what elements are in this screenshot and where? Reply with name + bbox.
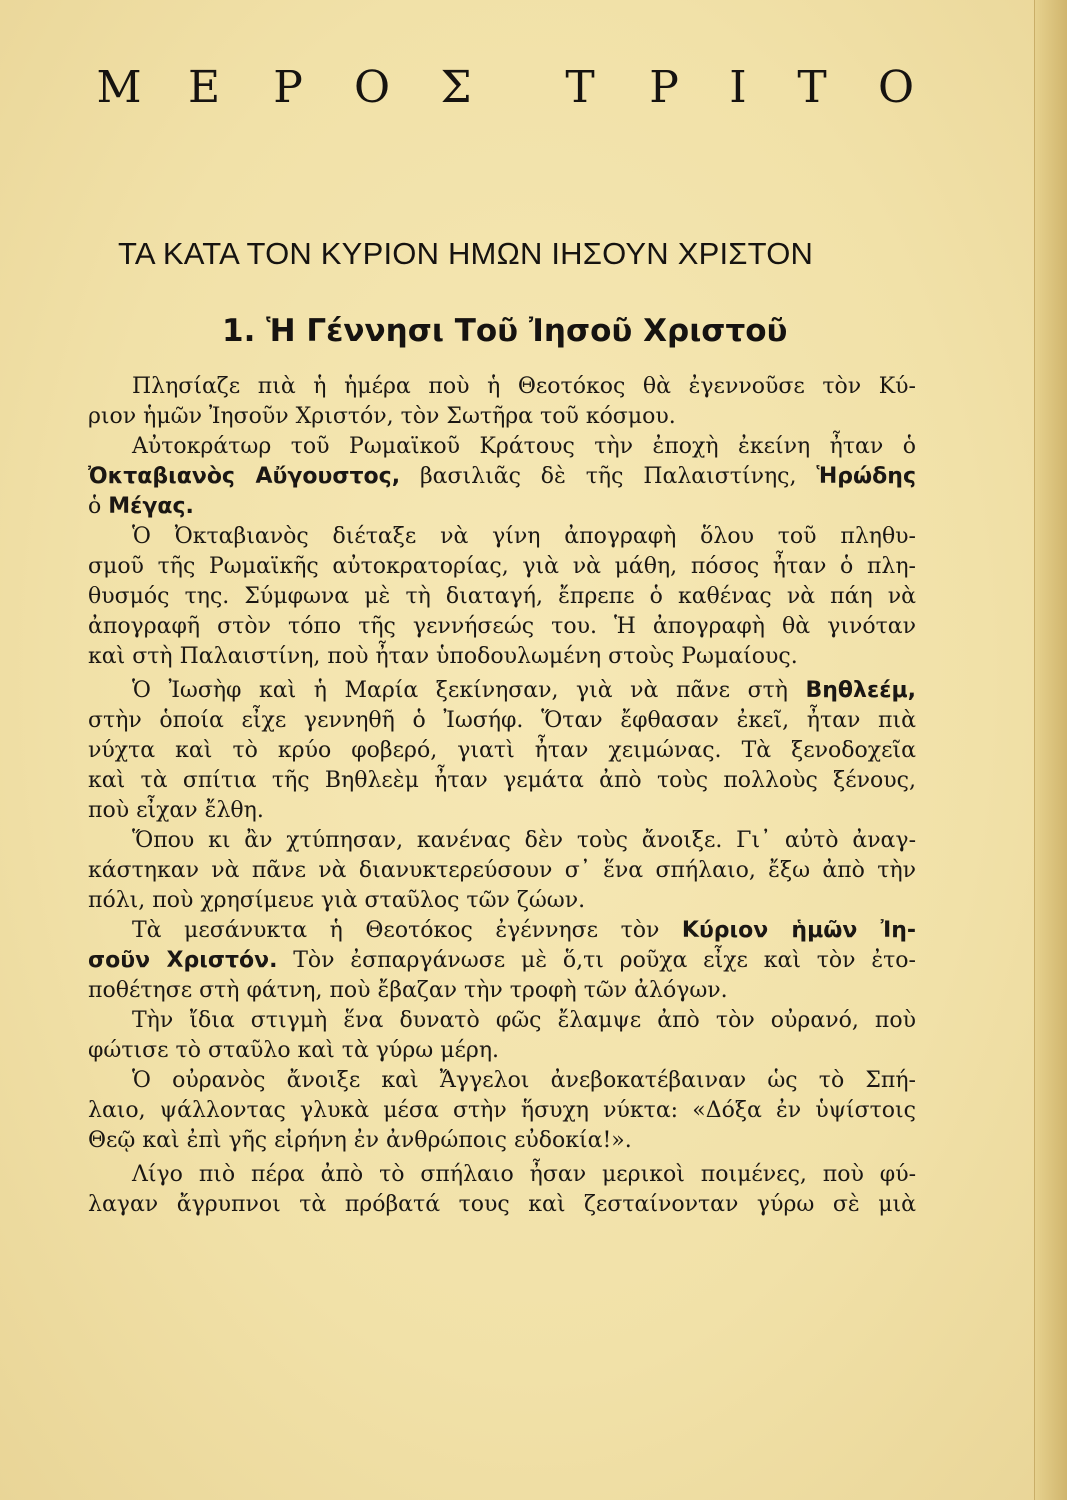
text-line: ἀπογραφῆ στὸν τόπο τῆς γεννήσεώς του. Ἡ ἀπογραφὴ θὰ γινόταν xyxy=(88,614,916,639)
part-heading xyxy=(88,62,918,113)
text-run: Ὁ Ἰωσὴφ καὶ ἡ Μαρία ξεκίνησαν, γιὰ νὰ πᾶνε στὴ xyxy=(132,678,806,703)
text-run: ὁ xyxy=(88,494,109,519)
text-line xyxy=(88,946,916,976)
text-line: κάστηκαν νὰ πᾶνε νὰ διανυκτερεύσουν σ᾿ ἕνα σπήλαιο, ἔξω ἀπὸ τὴν xyxy=(88,858,916,883)
section-heading: ΤΑ ΚΑΤΑ ΤΟΝ ΚΥΡΙΟΝ ΗΜΩΝ ΙΗΣΟΥΝ ΧΡΙΣΤΟΝ xyxy=(118,236,814,271)
body-text xyxy=(88,372,916,1220)
text-line: νύχτα καὶ τὸ κρύο φοβερό, γιατὶ ἦταν χειμώνας. Τὰ ξενοδοχεῖα xyxy=(88,738,916,763)
part-heading-letter: Ο xyxy=(353,62,391,113)
text-line xyxy=(88,916,916,946)
text-line xyxy=(88,492,916,522)
part-heading-letter: Ρ xyxy=(649,62,679,113)
bold-name: Ἡρώδης xyxy=(816,464,916,489)
part-heading-letter: Τ xyxy=(797,62,827,113)
part-heading-letter: Ο xyxy=(877,62,915,113)
bold-name: Ὀκταβιανὸς Αὔγουστος, xyxy=(88,464,401,489)
part-heading-letter: Μ xyxy=(96,62,142,113)
text-line: σμοῦ τῆς Ρωμαϊκῆς αὐτοκρατορίας, γιὰ νὰ μάθη, πόσος ἦταν ὁ πλη- xyxy=(88,554,916,579)
text-line: Θεῷ καὶ ἐπὶ γῆς εἰρήνη ἐν ἀνθρώποις εὐδοκία!». xyxy=(88,1128,632,1153)
text-line: ριον ἡμῶν Ἰησοῦν Χριστόν, τὸν Σωτῆρα τοῦ κόσμου. xyxy=(88,404,676,429)
text-line: Λίγο πιὸ πέρα ἀπὸ τὸ σπήλαιο ἦσαν μερικοὶ ποιμένες, ποὺ φύ- xyxy=(132,1162,916,1187)
text-line: ποθέτησε στὴ φάτνη, ποὺ ἔβαζαν τὴν τροφὴ τῶν ἀλόγων. xyxy=(88,978,728,1003)
part-heading-letter: Ι xyxy=(729,62,747,113)
part-heading-letter: Ε xyxy=(187,62,221,113)
bold-name: σοῦν Χριστόν. xyxy=(88,948,278,973)
text-line: ποὺ εἶχαν ἔλθη. xyxy=(88,798,264,823)
part-heading-letter: Σ xyxy=(440,62,472,113)
bold-name: Κύριον ἡμῶν Ἰη- xyxy=(681,918,916,943)
text-run: Τὸν ἐσπαργάνωσε μὲ ὅ,τι ροῦχα εἶχε καὶ τὸν ἐτο- xyxy=(277,948,916,973)
text-line: Ὅπου κι ἂν χτύπησαν, κανένας δὲν τοὺς ἄνοιξε. Γι᾿ αὐτὸ ἀναγ- xyxy=(132,828,916,853)
text-line: Αὐτοκράτωρ τοῦ Ρωμαϊκοῦ Κράτους τὴν ἐποχὴ ἐκείνη ἦταν ὁ xyxy=(132,434,916,459)
text-run: βασιλιᾶς δὲ τῆς Παλαιστίνης, xyxy=(400,464,817,489)
bold-name: Βηθλεέμ, xyxy=(805,678,916,703)
text-line: Τὴν ἴδια στιγμὴ ἕνα δυνατὸ φῶς ἔλαμψε ἀπὸ τὸν οὐρανό, ποὺ xyxy=(132,1008,916,1033)
chapter-title: 1. Ἡ Γέννησι Τοῦ Ἰησοῦ Χριστοῦ xyxy=(222,313,788,349)
text-line: λαιο, ψάλλοντας γλυκὰ μέσα στὴν ἥσυχη νύκτα: «Δόξα ἐν ὑψίστοις xyxy=(88,1098,916,1123)
text-line: καὶ τὰ σπίτια τῆς Βηθλεὲμ ἦταν γεμάτα ἀπὸ τοὺς πολλοὺς ξένους, xyxy=(88,768,916,793)
text-line: στὴν ὁποία εἶχε γεννηθῆ ὁ Ἰωσήφ. Ὅταν ἔφθασαν ἐκεῖ, ἦταν πιὰ xyxy=(88,708,916,733)
bold-name: Μέγας. xyxy=(108,494,194,519)
page-fold-shadow xyxy=(1034,0,1067,1500)
text-line: Ὁ οὐρανὸς ἄνοιξε καὶ Ἄγγελοι ἀνεβοκατέβαιναν ὡς τὸ Σπή- xyxy=(132,1068,916,1093)
part-heading-letter: Τ xyxy=(565,62,595,113)
text-line xyxy=(88,462,916,492)
text-line: θυσμός της. Σύμφωνα μὲ τὴ διαταγή, ἔπρεπε ὁ καθένας νὰ πάη νὰ xyxy=(88,584,916,609)
text-line: Ὁ Ὀκταβιανὸς διέταξε νὰ γίνη ἀπογραφὴ ὅλου τοῦ πληθυ- xyxy=(132,524,916,549)
part-heading-letter: Ρ xyxy=(273,62,303,113)
text-line xyxy=(88,676,916,706)
text-line: πόλι, ποὺ χρησίμευε γιὰ σταῦλος τῶν ζώων. xyxy=(88,888,586,913)
text-line: Πλησίαζε πιὰ ἡ ἡμέρα ποὺ ἡ Θεοτόκος θὰ ἐγεννοῦσε τὸν Κύ- xyxy=(132,374,916,399)
text-run: Τὰ μεσάνυκτα ἡ Θεοτόκος ἐγέννησε τὸν xyxy=(132,918,682,943)
text-line: καὶ στὴ Παλαιστίνη, ποὺ ἦταν ὑποδουλωμένη στοὺς Ρωμαίους. xyxy=(88,644,798,669)
text-line: φώτισε τὸ σταῦλο καὶ τὰ γύρω μέρη. xyxy=(88,1038,499,1063)
text-line: λαγαν ἄγρυπνοι τὰ πρόβατά τους καὶ ζεσταίνονταν γύρω σὲ μιὰ xyxy=(88,1192,916,1217)
